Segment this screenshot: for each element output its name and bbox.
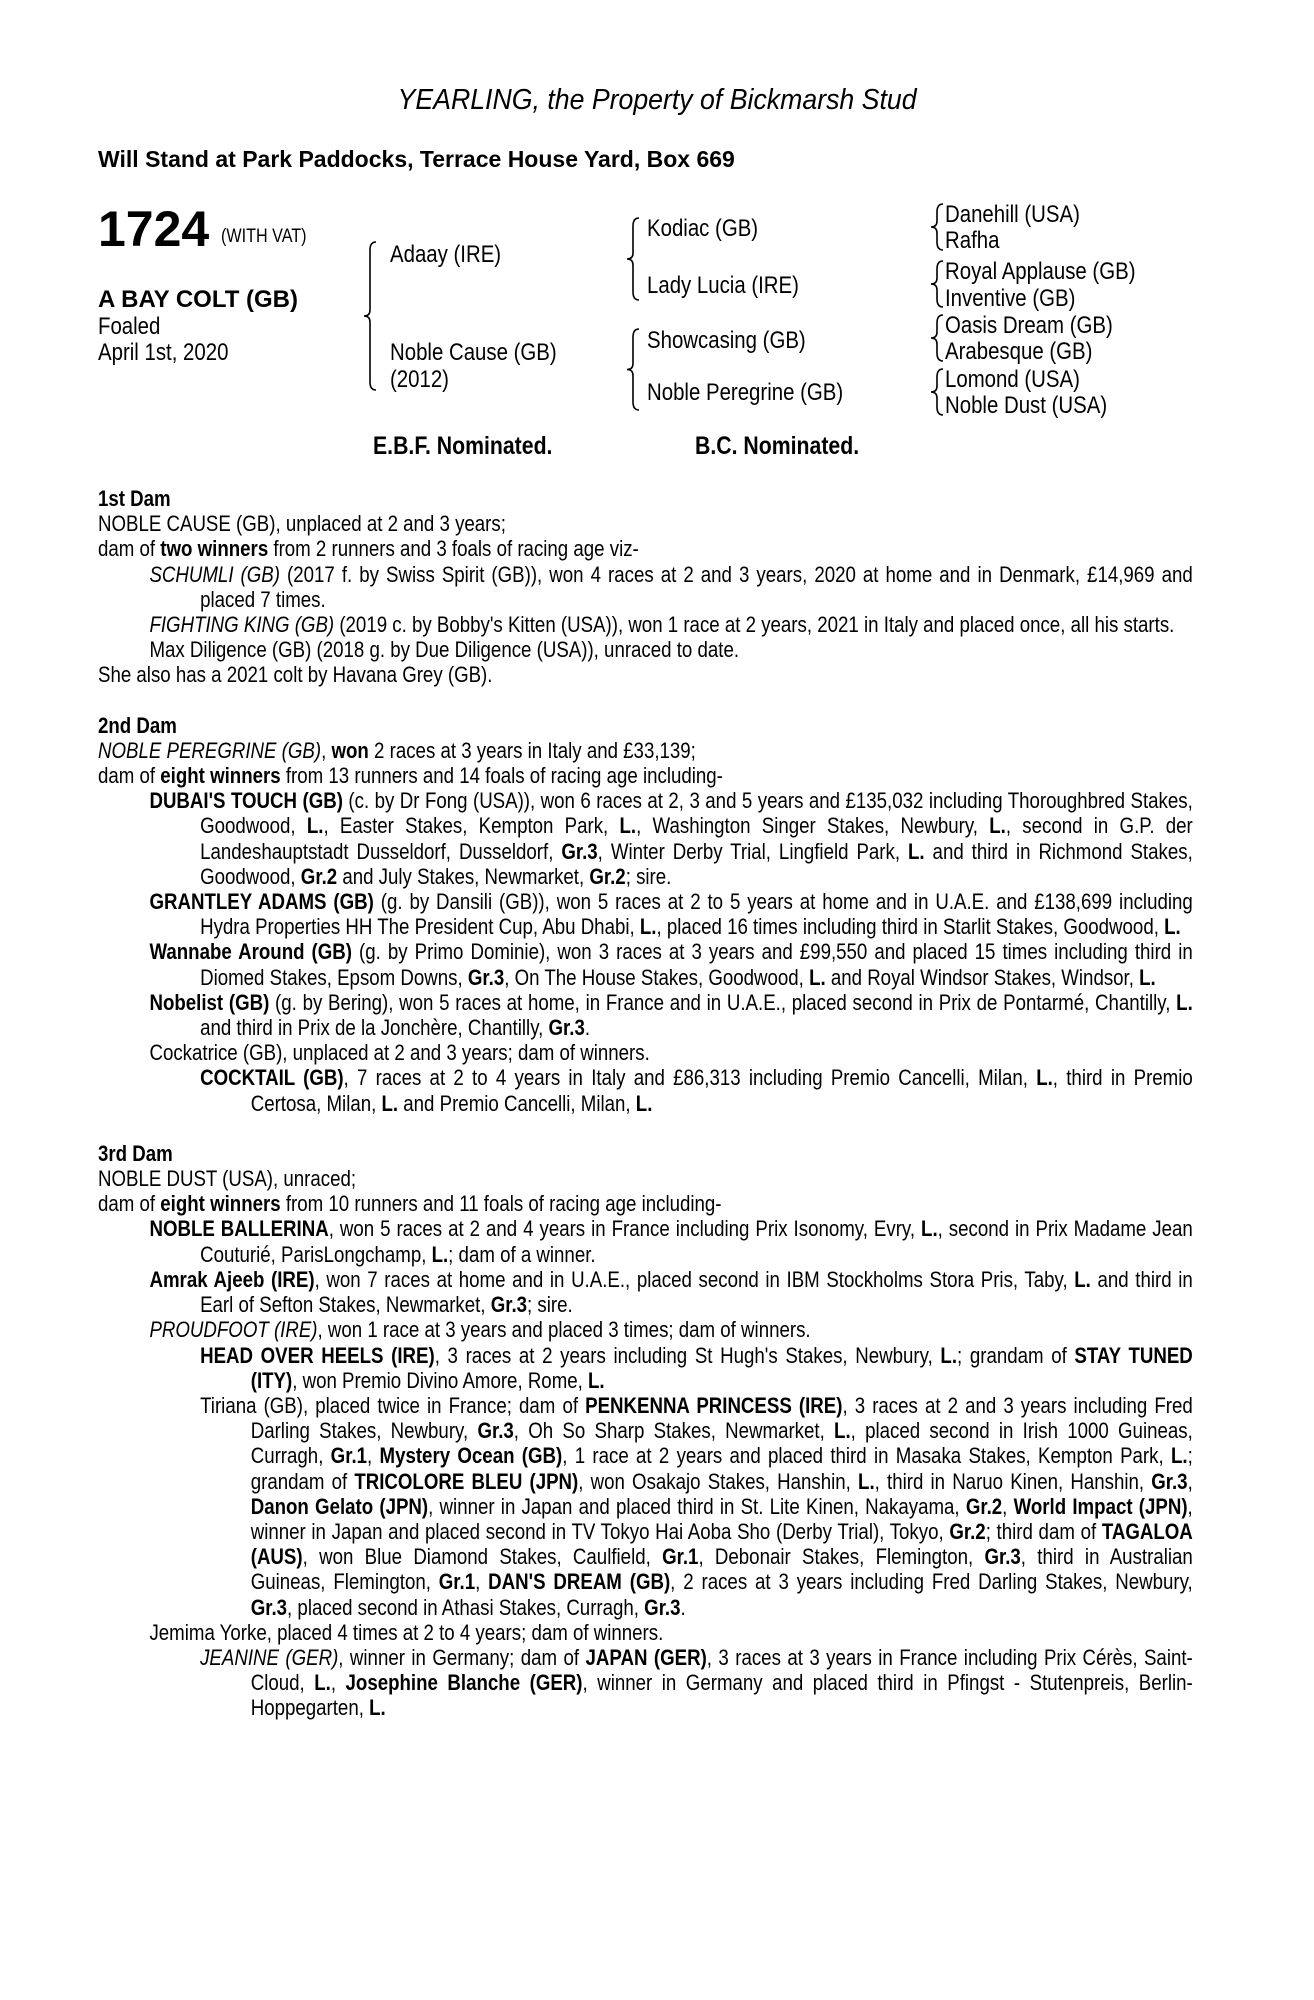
bold-text: JAPAN (GER): [585, 1644, 707, 1670]
bold-text: Gr.3: [250, 1594, 288, 1620]
bold-text: Gr.3: [490, 1292, 528, 1318]
pedigree-entry: [98, 1317, 1193, 1342]
entry-text: from 10 runners and 11 foals of racing age including-: [280, 1191, 722, 1217]
entry-text: ,: [1002, 1493, 1014, 1519]
entry-text: .: [680, 1594, 686, 1620]
pedigree-entry: [98, 1645, 1193, 1721]
pedigree-entry: [98, 889, 1193, 939]
entry-text: , 2 races at 3 years including Fred Darling Stakes, Newbury,: [670, 1569, 1193, 1595]
pedigree-gen3-6: Arabesque (GB): [945, 338, 1093, 365]
bold-text: L.: [619, 813, 637, 839]
bracket-gen3-1: [931, 204, 943, 250]
entry-text: ; sire.: [625, 863, 672, 889]
entry-text: and third in Earl of Sefton Stakes, Newmarket,: [200, 1266, 1193, 1318]
bracket-gen3-2: [931, 261, 943, 307]
entry-text: NOBLE DUST (USA), unraced;: [98, 1166, 357, 1192]
entry-text: She also has a 2021 colt by Havana Grey (GB).: [98, 662, 493, 688]
pedigree-gen3-2: Rafha: [945, 227, 1000, 254]
bold-text: L.: [1176, 989, 1193, 1015]
bold-text: L.: [381, 1090, 399, 1116]
bold-text: L.: [635, 1090, 653, 1116]
entry-text: ,: [321, 737, 332, 763]
pedigree-grandsire-sire: Kodiac (GB): [647, 215, 759, 242]
entry-text: ,: [1187, 1468, 1193, 1494]
entry-text: , won 5 races at 2 and 4 years in France including Prix Isonomy, Evry,: [328, 1216, 922, 1242]
pedigree-entry: [98, 788, 1193, 889]
stand-location: Will Stand at Park Paddocks, Terrace House Yard, Box 669: [98, 146, 735, 172]
entry-text: (g. by Primo Dominie), won 3 races at 3 years and £99,550 and placed 15 times including third in Diomed Stakes, Epsom Downs,: [200, 939, 1193, 990]
pedigree-entry: [98, 1065, 1193, 1115]
entry-text: .: [584, 1015, 591, 1041]
pedigree-entry: [98, 562, 1193, 612]
italic-text: SCHUMLI (GB): [149, 561, 280, 587]
bold-text: Mystery Ocean (GB): [379, 1443, 563, 1469]
entry-text: ,: [367, 1443, 380, 1469]
bold-text: Wannabe Around (GB): [149, 939, 353, 965]
pedigree-granddam-sire: Lady Lucia (IRE): [647, 272, 799, 299]
entry-text: , second in Prix Madame Jean Couturié, ParisLongchamp,: [200, 1216, 1193, 1267]
bold-text: Gr.2: [965, 1493, 1003, 1519]
italic-text: JEANINE (GER): [200, 1644, 339, 1670]
bold-text: DAN'S DREAM (GB): [488, 1569, 671, 1595]
bold-text: L.: [1074, 1266, 1091, 1292]
dam-section-3: [98, 1141, 1193, 1721]
pedigree-entry: [98, 1216, 1193, 1266]
title-text: YEARLING, the Property of Bickmarsh Stud: [397, 84, 917, 116]
pedigree-entry: [98, 1267, 1193, 1317]
pedigree-entry: [98, 990, 1193, 1040]
entry-text: , 3 races at 2 years including St Hugh's Stakes, Newbury,: [434, 1342, 941, 1368]
entry-text: , placed second in Irish 1000 Guineas, Curragh,: [250, 1418, 1193, 1469]
entry-text: dam of: [98, 1191, 161, 1217]
bold-text: Gr.1: [438, 1569, 476, 1595]
entry-text: (g. by Dansili (GB)), won 5 races at 2 to 5 years at home and in U.A.E. and £138,699 including Hydra Properties HH The President Cup, Abu Dhabi,: [200, 889, 1193, 940]
entry-text: Max Diligence (GB) (2018 g. by Due Diligence (USA)), unraced to date.: [149, 637, 740, 663]
dam-section-1: [98, 486, 1193, 688]
bold-text: Gr.3: [644, 1594, 681, 1620]
bold-text: DUBAI'S TOUCH (GB): [149, 788, 343, 814]
bold-text: L.: [921, 1216, 938, 1242]
entry-text: , On The House Stakes, Goodwood,: [504, 964, 810, 990]
bold-text: COCKTAIL (GB): [200, 1065, 344, 1091]
bold-text: L.: [369, 1695, 386, 1721]
entry-text: , Easter Stakes, Kempton Park,: [323, 813, 620, 839]
bold-text: L.: [639, 914, 657, 940]
entry-text: , won Premio Divino Amore, Rome,: [292, 1367, 589, 1393]
entry-text: ; third dam of: [985, 1518, 1102, 1544]
pedigree-grandsire-dam: Showcasing (GB): [647, 327, 806, 354]
bold-text: L.: [908, 838, 925, 864]
section-heading: 2nd Dam: [98, 712, 177, 738]
bracket-gen1: [364, 242, 376, 390]
bold-text: STAY TUNED (ITY): [250, 1342, 1193, 1393]
entry-text: , 7 races at 2 to 4 years in Italy and £86,313 including Premio Cancelli, Milan,: [343, 1065, 1037, 1091]
pedigree-gen3-8: Noble Dust (USA): [945, 392, 1108, 419]
entry-text: , winner in Germany and placed third in Pfingst - Stutenpreis, Berlin-Hoppegarten,: [250, 1670, 1193, 1721]
pedigree-gen3-3: Royal Applause (GB): [945, 258, 1136, 285]
entry-text: from 13 runners and 14 foals of racing age including-: [280, 763, 723, 789]
pedigree-entry: [98, 763, 1193, 788]
pedigree-entry: [98, 1166, 1193, 1191]
entry-text: and third in Prix de la Jonchère, Chantilly,: [200, 1015, 549, 1041]
pedigree-granddam-dam: Noble Peregrine (GB): [647, 379, 844, 406]
bold-text: L.: [588, 1367, 605, 1393]
entry-text: , 3 races at 2 and 3 years including Fred Darling Stakes, Newbury,: [250, 1392, 1193, 1444]
pedigree-gen3-7: Lomond (USA): [945, 366, 1080, 393]
entry-text: Tiriana (GB), placed twice in France; dam of: [200, 1392, 586, 1418]
dam-section-2: [98, 713, 1193, 1116]
entry-text: and Premio Cancelli, Milan,: [398, 1090, 636, 1116]
bracket-gen2-dam: [627, 329, 639, 410]
bold-text: L.: [431, 1241, 449, 1267]
entry-text: , Debonair Stakes, Flemington,: [698, 1544, 985, 1570]
entry-text: ,: [475, 1569, 489, 1595]
pedigree-entry: [98, 637, 1193, 662]
bold-text: L.: [809, 964, 826, 990]
pedigree-entry: [98, 511, 1193, 536]
bold-text: Gr.3: [477, 1418, 514, 1444]
pedigree-gen3-4: Inventive (GB): [945, 285, 1076, 312]
entry-text: (2019 c. by Bobby's Kitten (USA)), won 1 race at 2 years, 2021 in Italy and placed once, all his starts.: [334, 612, 1175, 638]
bracket-gen3-3: [931, 315, 943, 361]
pedigree-entry: [98, 536, 1193, 561]
entry-text: from 2 runners and 3 foals of racing age viz-: [268, 536, 639, 562]
entry-text: , won Blue Diamond Stakes, Caulfield,: [302, 1544, 663, 1570]
entry-text: (2017 f. by Swiss Spirit (GB)), won 4 races at 2 and 3 years, 2020 at home and in Denmark, £14,969 and placed 7 times.: [200, 561, 1193, 612]
bold-text: L.: [940, 1342, 958, 1368]
pedigree-dam: Noble Cause (GB): [390, 339, 557, 366]
entry-text: , winner in Japan and placed second in TV Tokyo Hai Aoba Sho (Derby Trial), Tokyo,: [250, 1493, 1193, 1544]
entry-text: ,: [330, 1670, 346, 1696]
bold-text: Gr.3: [1151, 1468, 1188, 1494]
bold-text: two winners: [160, 536, 269, 562]
pedigree-entry: [98, 662, 1193, 687]
bold-text: TRICOLORE BLEU (JPN): [354, 1468, 579, 1494]
pedigree-gen3-1: Danehill (USA): [945, 201, 1080, 228]
entry-text: , Oh So Sharp Stakes, Newmarket,: [513, 1418, 835, 1444]
bold-text: Gr.1: [330, 1443, 368, 1469]
entry-text: , placed second in Athasi Stakes, Curragh,: [287, 1594, 645, 1620]
entry-text: NOBLE CAUSE (GB), unplaced at 2 and 3 years;: [98, 511, 506, 537]
pedigree-entry: [98, 1620, 1193, 1645]
bold-text: L.: [1164, 914, 1181, 940]
bold-text: Danon Gelato (JPN): [250, 1493, 429, 1519]
entry-text: , 3 races at 3 years in France including Prix Cérès, Saint-Cloud,: [250, 1644, 1193, 1696]
bold-text: L.: [989, 813, 1006, 839]
entry-text: ; sire.: [527, 1292, 573, 1318]
bold-text: won: [331, 737, 369, 763]
entry-text: ; dam of a winner.: [448, 1241, 596, 1267]
bold-text: L.: [306, 813, 324, 839]
entry-text: , won 1 race at 3 years and placed 3 times; dam of winners.: [317, 1317, 811, 1343]
section-heading: 3rd Dam: [98, 1140, 173, 1166]
entry-text: (g. by Bering), won 5 races at home, in France and in U.A.E., placed second in Prix de Pontarmé, Chantilly,: [269, 989, 1177, 1015]
entry-text: , second in G.P. der Landeshauptstadt Dusseldorf, Dusseldorf,: [200, 813, 1193, 864]
pedigree-entry: [98, 1040, 1193, 1065]
bold-text: L.: [1036, 1065, 1053, 1091]
pedigree-entry: [98, 1393, 1193, 1620]
pedigree-sire: Adaay (IRE): [390, 241, 502, 268]
entry-text: Jemima Yorke, placed 4 times at 2 to 4 years; dam of winners.: [149, 1619, 664, 1645]
bold-text: Gr.1: [662, 1544, 699, 1570]
entry-text: dam of: [98, 536, 161, 562]
pedigree-entry: [98, 738, 1193, 763]
entry-text: and July Stakes, Newmarket,: [337, 863, 590, 889]
entry-text: , Winter Derby Trial, Lingfield Park,: [597, 838, 909, 864]
entry-text: , winner in Japan and placed third in St. Lite Kinen, Nakayama,: [428, 1493, 966, 1519]
bold-text: TAGALOA (AUS): [250, 1518, 1193, 1570]
foaled-label: Foaled: [98, 313, 161, 340]
pedigree-entry: [98, 612, 1193, 637]
vat-note: (WITH VAT): [221, 226, 307, 247]
bold-text: Gr.3: [467, 964, 505, 990]
entry-text: Cockatrice (GB), unplaced at 2 and 3 years; dam of winners.: [149, 1040, 650, 1066]
bold-text: eight winners: [160, 763, 281, 789]
bold-text: GRANTLEY ADAMS (GB): [149, 889, 374, 915]
bold-text: Gr.2: [949, 1518, 986, 1544]
entry-text: and Royal Windsor Stakes, Windsor,: [825, 964, 1140, 990]
entry-text: , won 7 races at home and in U.A.E., placed second in IBM Stockholms Stora Pris, Taby,: [314, 1266, 1075, 1292]
entry-text: , 1 race at 2 years and placed third in Masaka Stakes, Kempton Park,: [562, 1443, 1171, 1469]
entry-text: 2 races at 3 years in Italy and £33,139;: [368, 737, 696, 763]
pedigree-entry: [98, 1343, 1193, 1393]
bold-text: PENKENNA PRINCESS (IRE): [585, 1392, 843, 1418]
bold-text: L.: [1139, 964, 1156, 990]
italic-text: PROUDFOOT (IRE): [149, 1317, 318, 1343]
bracket-gen3-4: [931, 369, 943, 415]
bold-text: Gr.2: [589, 863, 626, 889]
bold-text: Gr.2: [300, 863, 338, 889]
italic-text: FIGHTING KING (GB): [149, 612, 335, 638]
bc-nomination: B.C. Nominated.: [695, 432, 860, 460]
bold-text: Amrak Ajeeb (IRE): [149, 1266, 315, 1292]
entry-text: (c. by Dr Fong (USA)), won 6 races at 2, 3 and 5 years and £135,032 including Thoroughbred Stakes, Goodwood,: [200, 788, 1193, 839]
entry-text: , Washington Singer Stakes, Newbury,: [636, 813, 990, 839]
bold-text: Gr.3: [548, 1015, 585, 1041]
lot-number: 1724: [98, 201, 210, 257]
bold-text: L.: [834, 1418, 851, 1444]
bold-text: NOBLE BALLERINA: [149, 1216, 329, 1242]
bold-text: World Impact (JPN): [1013, 1493, 1188, 1519]
entry-text: ; grandam of: [957, 1342, 1075, 1368]
pedigree-entry: [98, 939, 1193, 989]
entry-text: , third in Australian Guineas, Flemington,: [250, 1544, 1193, 1595]
entry-text: , placed 16 times including third in Starlit Stakes, Goodwood,: [656, 914, 1165, 940]
bold-text: Gr.3: [984, 1544, 1021, 1570]
foaled-date: April 1st, 2020: [98, 339, 229, 366]
bold-text: L.: [314, 1670, 331, 1696]
pedigree-gen3-5: Oasis Dream (GB): [945, 312, 1113, 339]
entry-text: , third in Naruo Kinen, Hanshin,: [874, 1468, 1152, 1494]
entry-text: and third in Richmond Stakes, Goodwood,: [200, 838, 1193, 889]
section-heading: 1st Dam: [98, 486, 171, 511]
entry-text: ; grandam of: [250, 1443, 1193, 1494]
ebf-nomination: E.B.F. Nominated.: [373, 432, 553, 460]
entry-text: , winner in Germany; dam of: [338, 1644, 586, 1670]
italic-text: NOBLE PEREGRINE (GB): [98, 737, 322, 763]
bold-text: L.: [1170, 1443, 1188, 1469]
dam-line-details: [98, 486, 1193, 1746]
pedigree-entry: [98, 1191, 1193, 1216]
bold-text: eight winners: [160, 1191, 281, 1217]
bold-text: HEAD OVER HEELS (IRE): [200, 1342, 435, 1368]
entry-text: , third in Premio Certosa, Milan,: [250, 1065, 1193, 1116]
pedigree-dam-year: (2012): [390, 366, 449, 393]
bold-text: Nobelist (GB): [149, 989, 270, 1015]
bold-text: L.: [858, 1468, 875, 1494]
bracket-gen2-sire: [627, 218, 639, 300]
bold-text: Gr.3: [561, 838, 598, 864]
entry-text: , won Osakajo Stakes, Hanshin,: [578, 1468, 859, 1494]
horse-description: A BAY COLT (GB): [98, 286, 299, 313]
bold-text: Josephine Blanche (GER): [345, 1670, 583, 1696]
entry-text: dam of: [98, 763, 161, 789]
